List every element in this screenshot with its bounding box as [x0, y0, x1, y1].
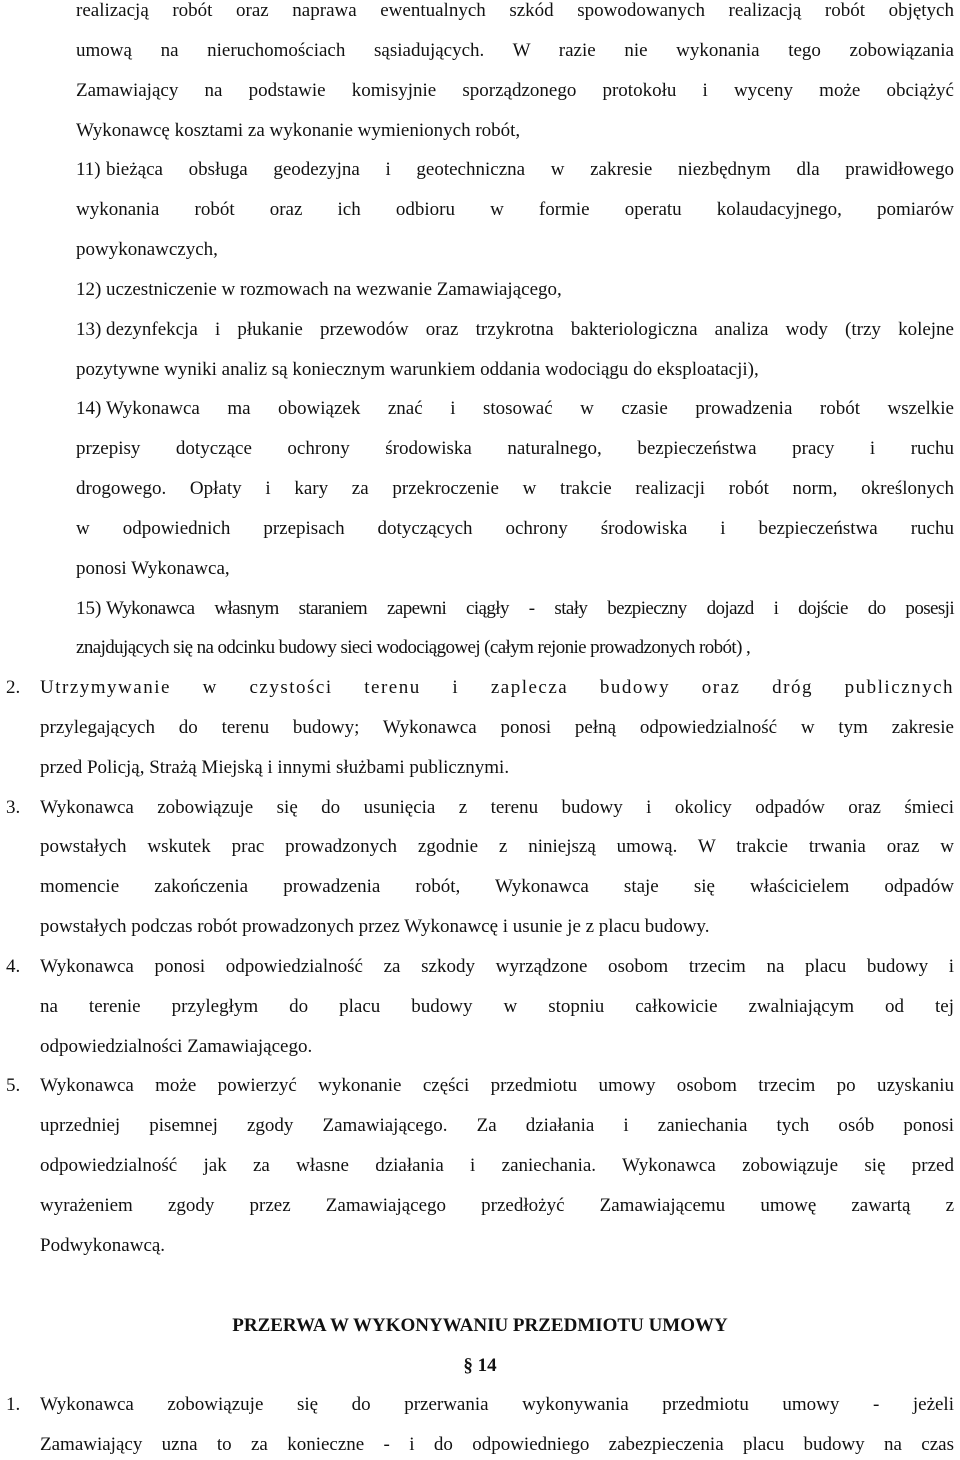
section-number: § 14 — [463, 1355, 497, 1376]
paragraph-line: bieżąca obsługa geodezyjna i geotechniczna w zakresie niezbędnym dla prawidłowego — [106, 159, 954, 180]
paragraph-line: ponosi Wykonawca, — [76, 558, 230, 579]
paragraph-line: pozytywne wyniki analiz są koniecznym warunkiem oddania wodociągu do eksploatacji), — [76, 359, 759, 380]
paragraph-line: umową na nieruchomościach sąsiadujących. W razie nie wykonania tego zobowiązania — [76, 40, 954, 61]
section-title: PRZERWA W WYKONYWANIU PRZEDMIOTU UMOWY — [232, 1315, 728, 1336]
paragraph-line: Wykonawca zobowiązuje się do przerwania wykonywania przedmiotu umowy - jeżeli — [40, 1394, 954, 1415]
list-item-number: 12) — [76, 279, 102, 300]
paragraph-line: na terenie przyległym do placu budowy w stopniu całkowicie zwalniającym od tej — [40, 996, 954, 1017]
paragraph-line: drogowego. Opłaty i kary za przekroczenie w trakcie realizacji robót norm, określonych — [76, 478, 954, 499]
paragraph-line: realizacją robót oraz naprawa ewentualnych szkód spowodowanych realizacją robót objętych — [76, 0, 954, 21]
paragraph-line: Wykonawca własnym staraniem zapewni ciągły - stały bezpieczny dojazd i dojście do posesji — [106, 598, 954, 619]
paragraph-line: Wykonawcę kosztami za wykonanie wymienionych robót, — [76, 120, 521, 141]
paragraph-line: Wykonawca ponosi odpowiedzialność za szkody wyrządzone osobom trzecim na placu budowy i — [40, 956, 954, 977]
paragraph-line: przed Policją, Strażą Miejską i innymi służbami publicznymi. — [40, 757, 510, 778]
paragraph-line: Podwykonawcą. — [40, 1235, 166, 1256]
paragraph-line: dezynfekcja i płukanie przewodów oraz trzykrotna bakteriologiczna analiza wody (trzy kolejne — [106, 319, 954, 340]
paragraph-line: przylegających do terenu budowy; Wykonawca ponosi pełną odpowiedzialność w tym zakresie — [40, 717, 954, 738]
paragraph-line: wykonania robót oraz ich odbioru w formie operatu kolaudacyjnego, pomiarów — [76, 199, 954, 220]
paragraph-line: Utrzymywanie w czystości terenu i zaplecza budowy oraz dróg publicznych — [40, 677, 954, 698]
list-item-number: 11) — [76, 159, 101, 180]
list-item-number: 14) — [76, 398, 102, 419]
paragraph-line: Wykonawca zobowiązuje się do usunięcia z terenu budowy i okolicy odpadów oraz śmieci — [40, 797, 954, 818]
paragraph-line: znajdujących się na odcinku budowy sieci wodociągowej (całym rejonie prowadzonych robót) , — [76, 637, 751, 658]
paragraph-line: w odpowiednich przepisach dotyczących ochrony środowiska i bezpieczeństwa ruchu — [76, 518, 954, 539]
paragraph-number: 5. — [6, 1075, 21, 1096]
paragraph-number: 2. — [6, 677, 21, 698]
paragraph-number: 1. — [6, 1394, 21, 1415]
list-item-number: 13) — [76, 319, 102, 340]
paragraph-line: przepisy dotyczące ochrony środowiska naturalnego, bezpieczeństwa pracy i ruchu — [76, 438, 954, 459]
paragraph-number: 4. — [6, 956, 21, 977]
paragraph-line: Zamawiający uzna to za konieczne - i do odpowiedniego zabezpieczenia placu budowy na czas — [40, 1434, 954, 1455]
paragraph-number: 3. — [6, 797, 21, 818]
paragraph-line: powstałych podczas robót prowadzonych przez Wykonawcę i usunie je z placu budowy. — [40, 916, 710, 937]
paragraph-line: powstałych wskutek prac prowadzonych zgodnie z niniejszą umową. W trakcie trwania oraz w — [40, 836, 954, 857]
paragraph-line: uprzedniej pisemnej zgody Zamawiającego. Za działania i zaniechania tych osób ponosi — [40, 1115, 954, 1136]
paragraph-line: wyrażeniem zgody przez Zamawiającego przedłożyć Zamawiającemu umowę zawartą z — [40, 1195, 954, 1216]
paragraph-line: powykonawczych, — [76, 239, 218, 260]
paragraph-line: Wykonawca może powierzyć wykonanie części przedmiotu umowy osobom trzecim po uzyskaniu — [40, 1075, 954, 1096]
paragraph-line: odpowiedzialność jak za własne działania i zaniechania. Wykonawca zobowiązuje się przed — [40, 1155, 954, 1176]
paragraph-line: Wykonawca ma obowiązek znać i stosować w czasie prowadzenia robót wszelkie — [106, 398, 954, 419]
paragraph-line: odpowiedzialności Zamawiającego. — [40, 1036, 313, 1057]
paragraph-line: uczestniczenie w rozmowach na wezwanie Zamawiającego, — [106, 279, 562, 300]
paragraph-line: momencie zakończenia prowadzenia robót, Wykonawca staje się właścicielem odpadów — [40, 876, 954, 897]
list-item-number: 15) — [76, 598, 102, 619]
paragraph-line: Zamawiający na podstawie komisyjnie sporządzonego protokołu i wyceny może obciążyć — [76, 80, 954, 101]
